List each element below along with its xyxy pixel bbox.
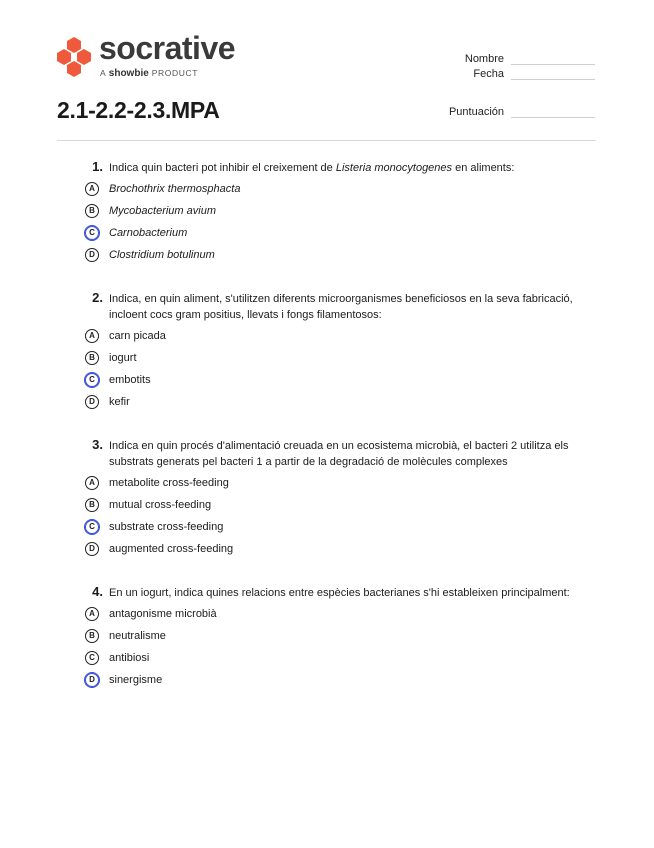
option-d[interactable] [85, 248, 585, 264]
score-label: Puntuación [448, 106, 504, 118]
question-number: 3. [92, 437, 103, 452]
question-3 [85, 438, 585, 558]
option-text: Carnobacterium [109, 227, 188, 239]
option-letter-circle: A [85, 329, 99, 343]
option-letter-circle: D [85, 248, 99, 262]
hexagon-cluster-icon [57, 35, 91, 79]
option-b[interactable] [85, 204, 585, 220]
option-letter-circle: D [85, 395, 99, 409]
option-letter-circle: A [85, 476, 99, 490]
option-text: embotits [109, 374, 151, 386]
option-text: kefir [109, 396, 130, 408]
option-letter-circle: A [85, 607, 99, 621]
document-title: 2.1-2.2-2.3.MPA [57, 97, 220, 123]
option-text: antibiosi [109, 652, 150, 664]
option-letter-circle-selected: C [85, 226, 99, 240]
option-text: metabolite cross-feeding [109, 477, 229, 489]
option-b[interactable] [85, 498, 585, 514]
question-text: 2. Indica, en quin aliment, s'utilitzen diferents microorganismes beneficiosos en la seva fabricació, incloent cocs gram positius, llevats i fongs filamentosos: [85, 291, 585, 323]
question-number: 4. [92, 584, 103, 599]
score-field-line [511, 117, 595, 118]
date-field-line [511, 79, 595, 80]
option-b[interactable] [85, 629, 585, 645]
name-label: Nombre [464, 53, 504, 65]
question-number: 1. [92, 159, 103, 174]
option-letter-circle: B [85, 351, 99, 365]
option-c[interactable] [85, 520, 585, 536]
option-text: Mycobacterium avium [109, 205, 216, 217]
option-letter-circle: C [85, 651, 99, 665]
option-d[interactable] [85, 673, 585, 689]
brand-tagline: A showbie PRODUCT [100, 68, 198, 79]
option-text: antagonisme microbià [109, 608, 217, 620]
date-label: Fecha [473, 68, 504, 80]
question-2 [85, 291, 585, 411]
option-a[interactable] [85, 329, 585, 345]
option-letter-circle: B [85, 498, 99, 512]
question-text: 3. Indica en quin procés d'alimentació creuada en un ecosistema microbià, el bacteri 2 utilitza els substrats generats pel bacteri 1 a partir de la degradació de molècules complexes [85, 438, 585, 470]
option-text: iogurt [109, 352, 137, 364]
option-letter-circle: D [85, 542, 99, 556]
option-c[interactable] [85, 651, 585, 667]
option-b[interactable] [85, 351, 585, 367]
option-letter-circle-selected: D [85, 673, 99, 687]
option-d[interactable] [85, 395, 585, 411]
question-number: 2. [92, 290, 103, 305]
name-field-line [511, 64, 595, 65]
option-text: substrate cross-feeding [109, 521, 224, 533]
socrative-logo [57, 30, 257, 81]
option-text: Clostridium botulinum [109, 249, 215, 261]
question-4 [85, 585, 585, 689]
option-a[interactable] [85, 607, 585, 623]
header-divider [57, 140, 596, 141]
option-a[interactable] [85, 476, 585, 492]
option-letter-circle: B [85, 204, 99, 218]
question-text: 4. En un iogurt, indica quines relacions entre espècies bacterianes s'hi estableixen principalment: [85, 585, 585, 601]
option-letter-circle-selected: C [85, 373, 99, 387]
option-letter-circle: B [85, 629, 99, 643]
option-c[interactable] [85, 226, 585, 242]
question-1 [85, 160, 585, 264]
option-text: augmented cross-feeding [109, 543, 234, 555]
option-text: Brochothrix thermosphacta [109, 183, 241, 195]
option-text: mutual cross-feeding [109, 499, 212, 511]
option-c[interactable] [85, 373, 585, 389]
option-letter-circle: A [85, 182, 99, 196]
option-text: carn picada [109, 330, 166, 342]
option-text: neutralisme [109, 630, 166, 642]
option-letter-circle-selected: C [85, 520, 99, 534]
option-a[interactable] [85, 182, 585, 198]
option-d[interactable] [85, 542, 585, 558]
question-text: 1. Indica quin bacteri pot inhibir el creixement de Listeria monocytogenes en aliments: [85, 160, 585, 176]
option-text: sinergisme [109, 674, 163, 686]
brand-name: socrative [99, 30, 236, 66]
